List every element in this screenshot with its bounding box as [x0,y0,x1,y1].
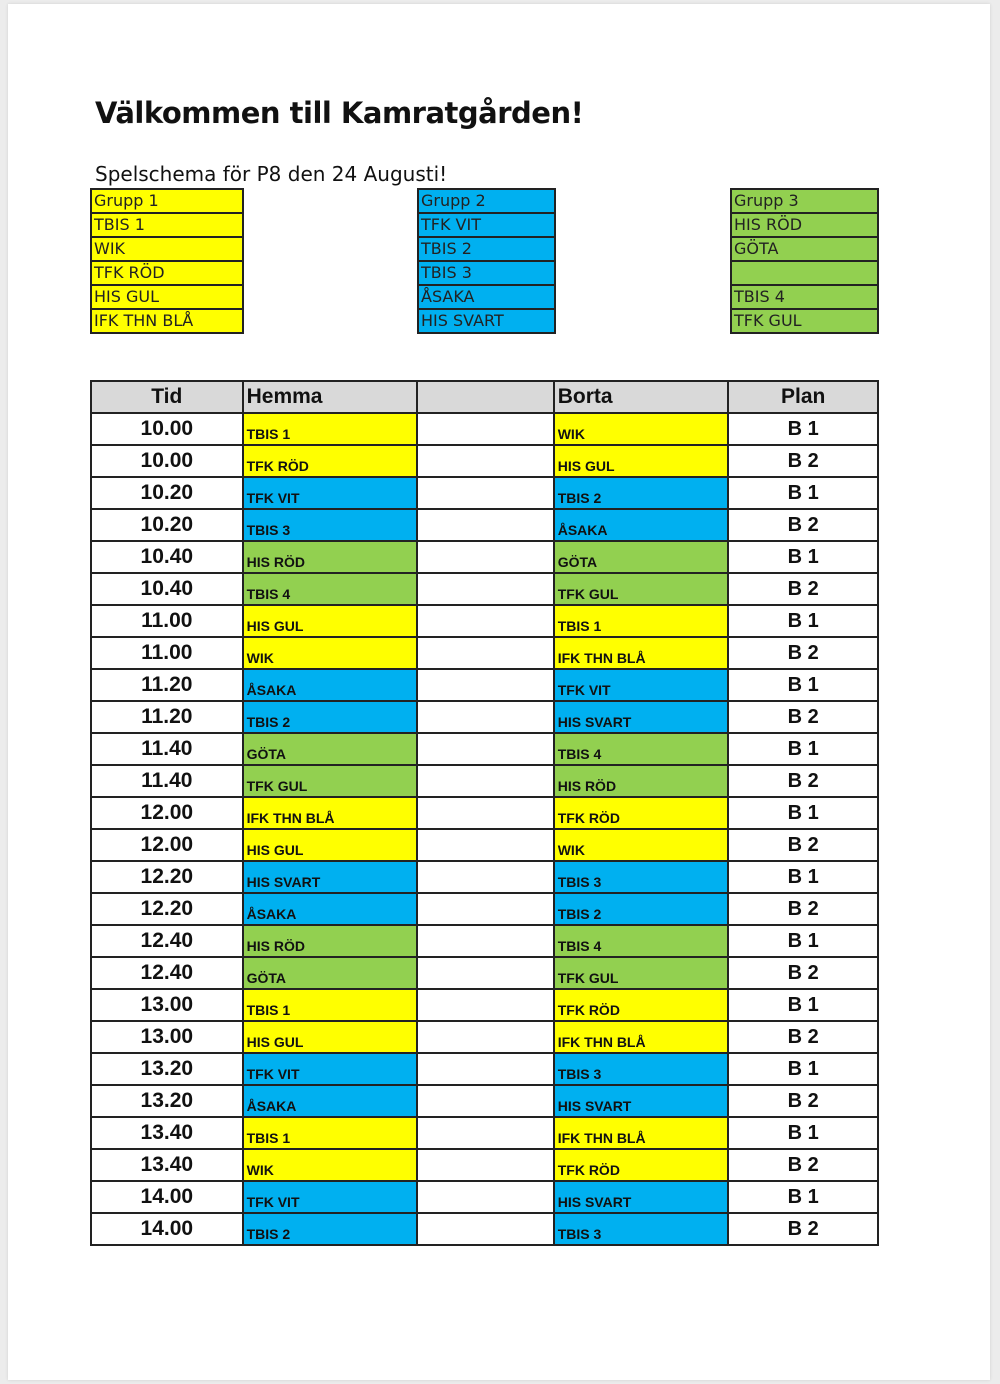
table-row [91,1053,878,1085]
plan-cell: B 2 [728,893,878,925]
borta-team-cell: TBIS 3 [554,1053,729,1085]
group-2-box [417,188,556,334]
plan-cell: B 1 [728,861,878,893]
gap-cell [417,477,553,509]
table-row [91,637,878,669]
hemma-team-cell: TBIS 1 [243,1117,418,1149]
hemma-team-cell: ÅSAKA [243,669,418,701]
gap-cell [417,1085,553,1117]
hemma-team-cell: GÖTA [243,957,418,989]
borta-team-cell: HIS RÖD [554,765,729,797]
group-3-box [730,188,879,334]
tid-cell: 10.20 [91,509,243,541]
plan-cell: B 1 [728,797,878,829]
tid-cell: 12.40 [91,957,243,989]
hemma-team-cell: HIS GUL [243,829,418,861]
gap-cell [417,413,553,445]
gap-cell [417,861,553,893]
hemma-team-cell: TFK GUL [243,765,418,797]
group-3-team [732,260,877,284]
gap-cell [417,573,553,605]
borta-team-cell: IFK THN BLÅ [554,1021,729,1053]
gap-cell [417,829,553,861]
gap-cell [417,1117,553,1149]
borta-team-cell: IFK THN BLÅ [554,1117,729,1149]
hemma-team-cell: WIK [243,637,418,669]
tid-cell: 13.40 [91,1149,243,1181]
tid-cell: 10.00 [91,445,243,477]
plan-cell: B 2 [728,509,878,541]
tid-cell: 10.40 [91,541,243,573]
hemma-team-cell: TBIS 3 [243,509,418,541]
hemma-team-cell: HIS SVART [243,861,418,893]
gap-cell [417,957,553,989]
tid-cell: 14.00 [91,1181,243,1213]
borta-team-cell: WIK [554,829,729,861]
hemma-team-cell: TBIS 2 [243,1213,418,1245]
table-row [91,1213,878,1245]
plan-cell: B 2 [728,765,878,797]
table-row [91,925,878,957]
group-3-team: TFK GUL [732,308,877,334]
table-row [91,413,878,445]
borta-team-cell: TBIS 2 [554,893,729,925]
header-borta: Borta [554,381,729,413]
table-row [91,765,878,797]
hemma-team-cell: TBIS 1 [243,989,418,1021]
table-row [91,669,878,701]
borta-team-cell: TBIS 4 [554,925,729,957]
table-row [91,477,878,509]
group-3-header: Grupp 3 [732,188,877,212]
table-row [91,989,878,1021]
plan-cell: B 2 [728,573,878,605]
hemma-team-cell: TFK VIT [243,1181,418,1213]
borta-team-cell: TFK RÖD [554,989,729,1021]
group-1-header: Grupp 1 [92,188,242,212]
hemma-team-cell: TBIS 2 [243,701,418,733]
schedule-body [91,413,878,1245]
plan-cell: B 1 [728,1181,878,1213]
gap-cell [417,509,553,541]
page-title: Välkommen till Kamratgården! [95,96,584,130]
group-3-team: GÖTA [732,236,877,260]
plan-cell: B 1 [728,605,878,637]
gap-cell [417,637,553,669]
schedule-header-row [91,381,878,413]
plan-cell: B 2 [728,445,878,477]
tid-cell: 13.00 [91,1021,243,1053]
plan-cell: B 2 [728,829,878,861]
hemma-team-cell: TFK RÖD [243,445,418,477]
group-2-team: HIS SVART [419,308,554,334]
tid-cell: 11.40 [91,733,243,765]
hemma-team-cell: TBIS 4 [243,573,418,605]
gap-cell [417,1053,553,1085]
plan-cell: B 2 [728,701,878,733]
table-row [91,733,878,765]
group-1-team: TFK RÖD [92,260,242,284]
borta-team-cell: TBIS 2 [554,477,729,509]
gap-cell [417,925,553,957]
tid-cell: 12.20 [91,893,243,925]
hemma-team-cell: TBIS 1 [243,413,418,445]
group-2-team: TBIS 2 [419,236,554,260]
table-row [91,829,878,861]
plan-cell: B 1 [728,925,878,957]
tid-cell: 10.40 [91,573,243,605]
hemma-team-cell: ÅSAKA [243,893,418,925]
table-row [91,1085,878,1117]
tid-cell: 13.20 [91,1085,243,1117]
gap-cell [417,797,553,829]
hemma-team-cell: HIS GUL [243,1021,418,1053]
tid-cell: 10.20 [91,477,243,509]
plan-cell: B 1 [728,413,878,445]
gap-cell [417,893,553,925]
tid-cell: 11.00 [91,605,243,637]
borta-team-cell: HIS GUL [554,445,729,477]
hemma-team-cell: HIS RÖD [243,541,418,573]
hemma-team-cell: WIK [243,1149,418,1181]
tid-cell: 13.40 [91,1117,243,1149]
table-row [91,445,878,477]
plan-cell: B 1 [728,669,878,701]
borta-team-cell: HIS SVART [554,1181,729,1213]
header-gap [417,381,553,413]
plan-cell: B 2 [728,1085,878,1117]
plan-cell: B 1 [728,1053,878,1085]
table-row [91,797,878,829]
table-row [91,701,878,733]
table-row [91,605,878,637]
gap-cell [417,765,553,797]
table-row [91,861,878,893]
borta-team-cell: TBIS 3 [554,1213,729,1245]
hemma-team-cell: ÅSAKA [243,1085,418,1117]
borta-team-cell: WIK [554,413,729,445]
header-hemma: Hemma [243,381,418,413]
hemma-team-cell: TFK VIT [243,1053,418,1085]
hemma-team-cell: TFK VIT [243,477,418,509]
borta-team-cell: HIS SVART [554,701,729,733]
gap-cell [417,733,553,765]
borta-team-cell: GÖTA [554,541,729,573]
borta-team-cell: TFK GUL [554,957,729,989]
tid-cell: 11.20 [91,669,243,701]
group-1-team: IFK THN BLÅ [92,308,242,334]
hemma-team-cell: IFK THN BLÅ [243,797,418,829]
tid-cell: 12.00 [91,829,243,861]
gap-cell [417,445,553,477]
group-2-header: Grupp 2 [419,188,554,212]
table-row [91,893,878,925]
borta-team-cell: TBIS 4 [554,733,729,765]
header-tid: Tid [91,381,243,413]
borta-team-cell: IFK THN BLÅ [554,637,729,669]
table-row [91,573,878,605]
table-row [91,957,878,989]
borta-team-cell: HIS SVART [554,1085,729,1117]
group-1-team: HIS GUL [92,284,242,308]
group-2-team: TBIS 3 [419,260,554,284]
group-1-box [90,188,244,334]
plan-cell: B 1 [728,1117,878,1149]
group-3-team: HIS RÖD [732,212,877,236]
tid-cell: 12.40 [91,925,243,957]
hemma-team-cell: HIS RÖD [243,925,418,957]
group-1-team: TBIS 1 [92,212,242,236]
group-2-team: TFK VIT [419,212,554,236]
hemma-team-cell: GÖTA [243,733,418,765]
gap-cell [417,669,553,701]
plan-cell: B 2 [728,637,878,669]
borta-team-cell: TBIS 1 [554,605,729,637]
group-3-team: TBIS 4 [732,284,877,308]
table-row [91,509,878,541]
table-row [91,1181,878,1213]
tid-cell: 12.20 [91,861,243,893]
plan-cell: B 2 [728,1213,878,1245]
borta-team-cell: TFK RÖD [554,1149,729,1181]
hemma-team-cell: HIS GUL [243,605,418,637]
borta-team-cell: TFK GUL [554,573,729,605]
page-subtitle: Spelschema för P8 den 24 Augusti! [95,162,448,186]
schedule-table [90,380,879,1246]
header-plan: Plan [728,381,878,413]
plan-cell: B 2 [728,1021,878,1053]
plan-cell: B 1 [728,733,878,765]
borta-team-cell: TFK RÖD [554,797,729,829]
tid-cell: 11.00 [91,637,243,669]
borta-team-cell: ÅSAKA [554,509,729,541]
gap-cell [417,1213,553,1245]
plan-cell: B 1 [728,477,878,509]
gap-cell [417,1149,553,1181]
tid-cell: 11.40 [91,765,243,797]
borta-team-cell: TFK VIT [554,669,729,701]
plan-cell: B 1 [728,989,878,1021]
gap-cell [417,605,553,637]
plan-cell: B 1 [728,541,878,573]
table-row [91,1117,878,1149]
tid-cell: 13.00 [91,989,243,1021]
group-2-team: ÅSAKA [419,284,554,308]
plan-cell: B 2 [728,957,878,989]
tid-cell: 14.00 [91,1213,243,1245]
gap-cell [417,1021,553,1053]
tid-cell: 13.20 [91,1053,243,1085]
table-row [91,541,878,573]
tid-cell: 12.00 [91,797,243,829]
table-row [91,1149,878,1181]
gap-cell [417,1181,553,1213]
gap-cell [417,989,553,1021]
table-row [91,1021,878,1053]
tid-cell: 10.00 [91,413,243,445]
group-1-team: WIK [92,236,242,260]
plan-cell: B 2 [728,1149,878,1181]
tid-cell: 11.20 [91,701,243,733]
gap-cell [417,701,553,733]
gap-cell [417,541,553,573]
borta-team-cell: TBIS 3 [554,861,729,893]
